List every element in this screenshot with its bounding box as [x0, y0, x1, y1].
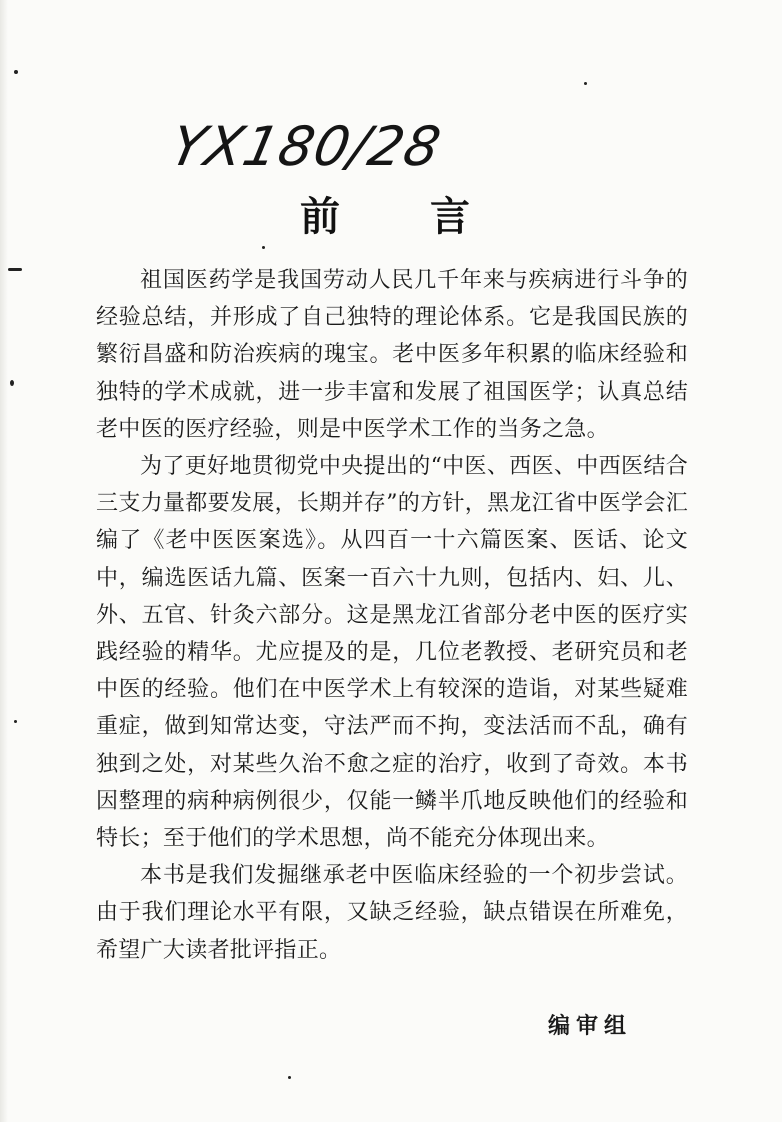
signature-editorial-board: 编审组 [548, 1013, 633, 1039]
scan-speck [10, 380, 14, 386]
preface-body [96, 262, 688, 969]
scan-edge-shadow [0, 0, 8, 1122]
scan-speck [288, 1076, 291, 1079]
page-title-char: 言 [430, 193, 470, 240]
paragraph: 祖国医药学是我国劳动人民几千年来与疾病进行斗争的经验总结，并形成了自己独特的理论体系。它是我国民族的繁衍昌盛和防治疾病的瑰宝。老中医多年积累的临床经验和独特的学术成就，进一步丰富和发展了祖国医学；认真总结老中医的医疗经验，则是中医学术工作的当务之急。 [96, 268, 688, 442]
scan-speck [8, 268, 22, 271]
paragraph: 为了更好地贯彻党中央提出的“中医、西医、中西医结合三支力量都要发展，长期并存”的方针，黑龙江省中医学会汇编了《老中医医案选》。从四百一十六篇医案、医话、论文中，编选医话九篇、医案一百六十九则，包括内、妇、儿、外、五官、针灸六部分。这是黑龙江省部分老中医的医疗实践经验的精华。尤应提及的是，几位老教授、老研究员和老中医的经验。他们在中医学术上有较深的造诣，对某些疑难重症，做到知常达变，守法严而不拘，变法活而不乱，确有独到之处，对某些久治不愈之症的治疗，收到了奇效。本书因整理的病种病例很少，仅能一鳞半爪地反映他们的经验和特长；至于他们的学术思想，尚不能充分体现出来。 [96, 454, 688, 852]
handwritten-catalog-number: YX180/28 [165, 115, 447, 178]
scan-speck [14, 720, 17, 723]
scan-speck [14, 70, 18, 74]
paragraph: 本书是我们发掘继承老中医临床经验的一个初步尝试。由于我们理论水平有限，又缺乏经验，缺点错误在所难免，希望广大读者批评指正。 [96, 863, 688, 963]
scan-speck [584, 82, 587, 85]
scan-speck [262, 246, 265, 249]
page-title-char: 前 [300, 193, 340, 240]
page-title [300, 192, 470, 242]
